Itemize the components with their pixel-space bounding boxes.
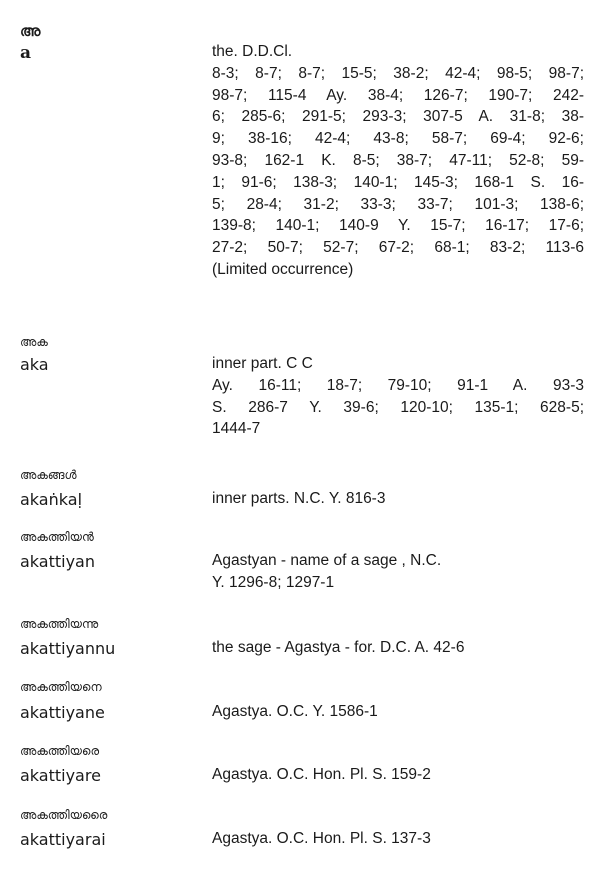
- malayalam-headword: അ: [20, 22, 41, 40]
- citation-line: 27-2; 50-7; 52-7; 67-2; 68-1; 83-2; 113-6: [212, 239, 584, 257]
- transliterated-headword: akaṅkaḷ: [20, 490, 83, 509]
- citation-line: 5; 28-4; 31-2; 33-3; 33-7; 101-3; 138-6;: [212, 195, 584, 213]
- malayalam-headword: അകത്തിയരൈ: [20, 808, 108, 822]
- citation-line: Ay. 16-11; 18-7; 79-10; 91-1 A. 93-3: [212, 376, 584, 394]
- definition: [212, 701, 584, 723]
- definition-gloss: Agastya. O.C. Hon. Pl. S. 159-2: [212, 766, 431, 783]
- citation-line: 1444-7: [212, 420, 261, 438]
- malayalam-headword: അക: [20, 335, 48, 349]
- definition: [212, 550, 584, 594]
- definition: [212, 488, 584, 510]
- malayalam-headword: അകത്തിയരെ: [20, 744, 100, 758]
- transliterated-headword: akattiyarai: [20, 830, 106, 849]
- citation-line: 6; 285-6; 291-5; 293-3; 307-5 A. 31-8; 38-: [212, 108, 584, 126]
- transliterated-headword: akattiyannu: [20, 639, 116, 658]
- definition: [212, 828, 584, 850]
- malayalam-headword: അകത്തിയൻ: [20, 530, 94, 544]
- citation-line: 93-8; 162-1 K. 8-5; 38-7; 47-11; 52-8; 59-: [212, 151, 584, 169]
- definition-gloss: Agastyan - name of a sage , N.C.: [212, 552, 442, 569]
- definition: [212, 637, 584, 659]
- definition-gloss: Agastya. O.C. Hon. Pl. S. 137-3: [212, 830, 431, 847]
- definition-gloss: the. D.D.Cl.: [212, 43, 293, 60]
- citation-line: (Limited occurrence): [212, 260, 354, 278]
- definition-gloss: Agastya. O.C. Y. 1586-1: [212, 703, 378, 720]
- citation-line: S. 286-7 Y. 39-6; 120-10; 135-1; 628-5;: [212, 398, 584, 416]
- definition-gloss: the sage - Agastya - for. D.C. A. 42-6: [212, 639, 465, 656]
- transliterated-headword: akattiyane: [20, 703, 105, 722]
- citation-line: 98-7; 115-4 Ay. 38-4; 126-7; 190-7; 242-: [212, 86, 584, 104]
- citation-line: 139-8; 140-1; 140-9 Y. 15-7; 16-17; 17-6;: [212, 217, 584, 235]
- transliterated-headword: akattiyare: [20, 766, 101, 785]
- definition: [212, 353, 584, 440]
- citation-line: 1; 91-6; 138-3; 140-1; 145-3; 168-1 S. 16-: [212, 173, 584, 191]
- transliterated-headword: a: [20, 43, 32, 63]
- citation-line: Y. 1296-8; 1297-1: [212, 573, 335, 591]
- definition-gloss: inner part. C C: [212, 355, 313, 372]
- transliterated-headword: akattiyan: [20, 552, 95, 571]
- malayalam-headword: അകങ്ങൾ: [20, 468, 77, 482]
- definition: [212, 764, 584, 786]
- citation-line: 9; 38-16; 42-4; 43-8; 58-7; 69-4; 92-6;: [212, 130, 584, 148]
- malayalam-headword: അകത്തിയന്നു: [20, 617, 99, 631]
- definition: [212, 41, 584, 281]
- transliterated-headword: aka: [20, 355, 49, 374]
- citation-line: 8-3; 8-7; 8-7; 15-5; 38-2; 42-4; 98-5; 98-7;: [212, 64, 584, 82]
- malayalam-headword: അകത്തിയനെ: [20, 680, 102, 694]
- definition-gloss: inner parts. N.C. Y. 816-3: [212, 490, 386, 507]
